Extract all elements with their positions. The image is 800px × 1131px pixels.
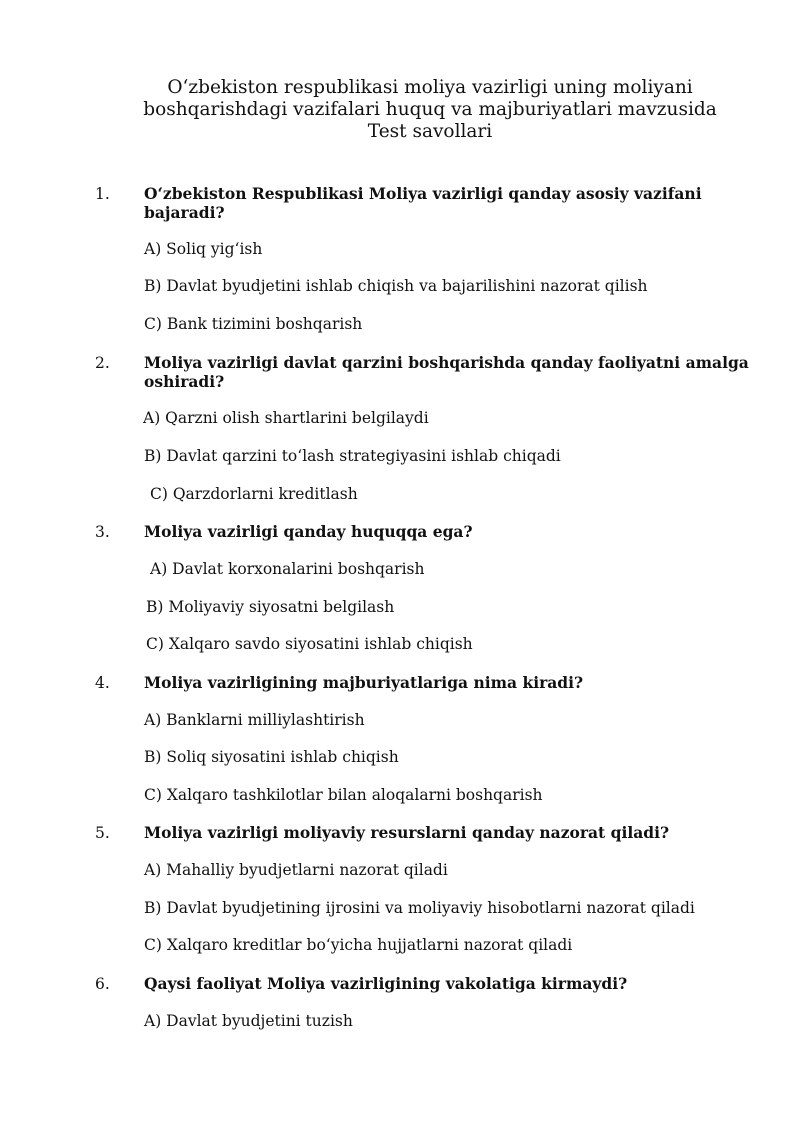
- answer-option: C) Qarzdorlarni kreditlash: [150, 485, 358, 503]
- answer-option: C) Xalqaro kreditlar bo‘yicha hujjatlarni nazorat qiladi: [144, 936, 573, 954]
- answer-option: A) Soliq yig‘ish: [144, 240, 263, 258]
- question-number: 6.: [95, 975, 110, 993]
- title-line-2: boshqarishdagi vazifalari huquq va majburiyatlari mavzusida: [143, 99, 717, 120]
- answer-option: A) Davlat korxonalarini boshqarish: [150, 560, 425, 578]
- document-title: [60, 77, 800, 143]
- answer-option: C) Xalqaro tashkilotlar bilan aloqalarni boshqarish: [144, 786, 543, 804]
- title-line-1: O‘zbekiston respublikasi moliya vazirligi uning moliyani: [167, 77, 693, 98]
- answer-option: C) Xalqaro savdo siyosatini ishlab chiqish: [146, 635, 473, 653]
- answer-option: B) Davlat byudjetining ijrosini va moliyaviy hisobotlarni nazorat qiladi: [144, 899, 695, 917]
- answer-option: B) Davlat qarzini to‘lash strategiyasini ishlab chiqadi: [144, 447, 561, 465]
- question-number: 4.: [95, 674, 110, 692]
- answer-option: A) Mahalliy byudjetlarni nazorat qiladi: [144, 861, 448, 879]
- question-text: O‘zbekiston Respublikasi Moliya vazirligi qanday asosiy vazifani bajaradi?: [144, 184, 702, 222]
- answer-option: B) Moliyaviy siyosatni belgilash: [146, 598, 395, 616]
- question-text: Moliya vazirligi moliyaviy resurslarni qanday nazorat qiladi?: [144, 823, 670, 842]
- question-text: Moliya vazirligining majburiyatlariga nima kiradi?: [144, 673, 584, 692]
- answer-option: A) Banklarni milliylashtirish: [144, 711, 365, 729]
- answer-option: A) Qarzni olish shartlarini belgilaydi: [143, 409, 429, 427]
- answer-option: C) Bank tizimini boshqarish: [144, 315, 363, 333]
- answer-option: B) Soliq siyosatini ishlab chiqish: [144, 748, 399, 766]
- question-number: 5.: [95, 824, 110, 842]
- answer-option: B) Davlat byudjetini ishlab chiqish va bajarilishini nazorat qilish: [144, 277, 648, 295]
- question-number: 2.: [95, 354, 110, 372]
- question-text: Moliya vazirligi qanday huquqqa ega?: [144, 522, 473, 541]
- answer-option: A) Davlat byudjetini tuzish: [144, 1012, 353, 1030]
- question-text: Qaysi faoliyat Moliya vazirligining vakolatiga kirmaydi?: [144, 974, 628, 993]
- question-number: 1.: [95, 185, 110, 203]
- question-number: 3.: [95, 523, 110, 541]
- question-text: Moliya vazirligi davlat qarzini boshqarishda qanday faoliyatni amalga oshiradi?: [144, 353, 749, 391]
- title-line-3: Test savollari: [367, 121, 493, 142]
